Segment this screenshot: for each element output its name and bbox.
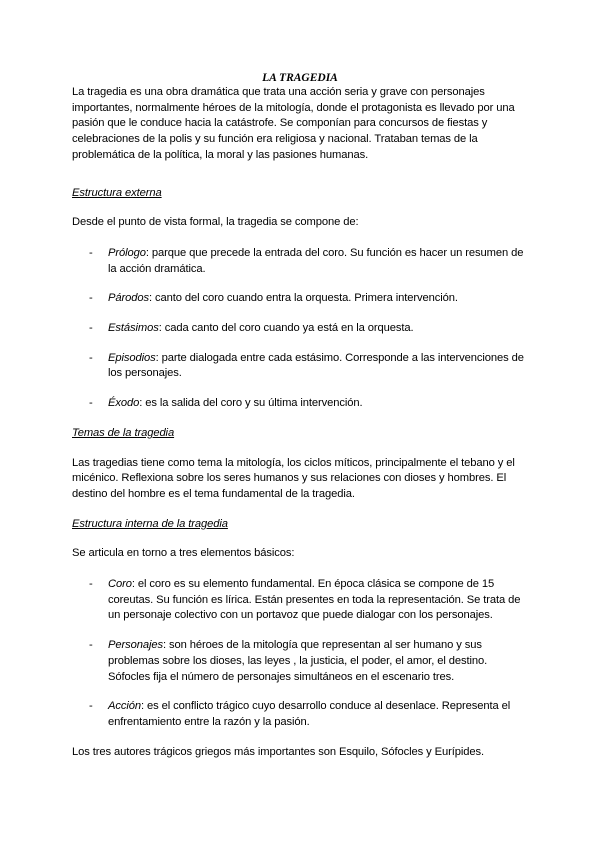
external-structure-list [72, 246, 528, 412]
bullet-dash: - [89, 292, 93, 305]
list-item [72, 638, 528, 685]
term: Estásimos [108, 322, 159, 335]
bullet-dash: - [89, 246, 93, 259]
list-item [72, 396, 528, 412]
bullet-dash: - [89, 322, 93, 335]
list-item [72, 699, 528, 730]
term: Éxodo [108, 397, 140, 410]
term: Personajes [108, 639, 163, 652]
definition: : cada canto del coro cuando ya está en la orquesta. [158, 322, 414, 335]
bullet-dash: - [89, 578, 93, 591]
internal-lead: Se articula en torno a tres elementos básicos: [72, 547, 295, 560]
list-item [72, 351, 528, 382]
bullet-dash: - [89, 700, 93, 713]
term: Episodios [108, 351, 156, 364]
intro-paragraph: La tragedia es una obra dramática que trata una acción seria y grave con personajes importantes, normalmente héroes de la mitología, donde el protagonista es llevado por una pasión que le conduce hacia la catástrofe. Se componían para concursos de fiestas y celebraciones de la polis y su función era religiosa y nacional. Trataban temas de la problemática de la política, la moral y las pasiones humanas. [72, 86, 515, 161]
external-lead: Desde el punto de vista formal, la tragedia se compone de: [72, 216, 359, 229]
section-heading-external: Estructura externa [72, 186, 162, 199]
list-item [72, 321, 528, 337]
themes-paragraph: Las tragedias tiene como tema la mitología, los ciclos míticos, principalmente el tebano y el micénico. Reflexiona sobre los seres humanos y sus relaciones con dioses y hombres. El destino del hombre es el tema fundamental de la tragedia. [72, 456, 515, 500]
bullet-dash: - [89, 639, 93, 652]
definition: : canto del coro cuando entra la orquesta. Primera intervención. [148, 292, 458, 305]
list-item [72, 246, 528, 277]
section-heading-internal: Estructura interna de la tragedia [72, 517, 228, 530]
bullet-dash: - [89, 397, 93, 410]
document-page [72, 72, 528, 760]
definition: : es la salida del coro y su última intervención. [139, 397, 363, 410]
term: Párodos [108, 292, 149, 305]
bullet-dash: - [89, 351, 93, 364]
internal-structure-list [72, 577, 528, 731]
term: Coro [108, 578, 132, 591]
term: Acción [108, 700, 141, 713]
document-title: LA TRAGEDIA [262, 72, 338, 84]
definition: : es el conflicto trágico cuyo desarrollo conduce al desenlace. Representa el enfrentamiento entre la razón y la pasión. [108, 700, 511, 728]
definition: : son héroes de la mitología que representan al ser humano y sus problemas sobre los dioses, las leyes , la justicia, el poder, el amor, el destino. Sófocles fija el número de personajes simultáneos en el escenario tres. [108, 639, 488, 683]
section-heading-themes: Temas de la tragedia [72, 426, 175, 439]
definition: : parque que precede la entrada del coro. Su función es hacer un resumen de la acción dramática. [108, 246, 524, 275]
definition: : el coro es su elemento fundamental. En época clásica se compone de 15 coreutas. Su función es lírica. Están presentes en toda la representación. Se trata de un personaje colectivo con un portavoz que puede dialogar con los personajes. [108, 578, 521, 622]
list-item [72, 291, 528, 307]
term: Prólogo [108, 246, 146, 259]
closing-paragraph: Los tres autores trágicos griegos más importantes son Esquilo, Sófocles y Eurípides. [72, 745, 484, 758]
list-item [72, 577, 528, 624]
definition: : parte dialogada entre cada estásimo. Corresponde a las intervenciones de los personajes. [108, 351, 524, 380]
